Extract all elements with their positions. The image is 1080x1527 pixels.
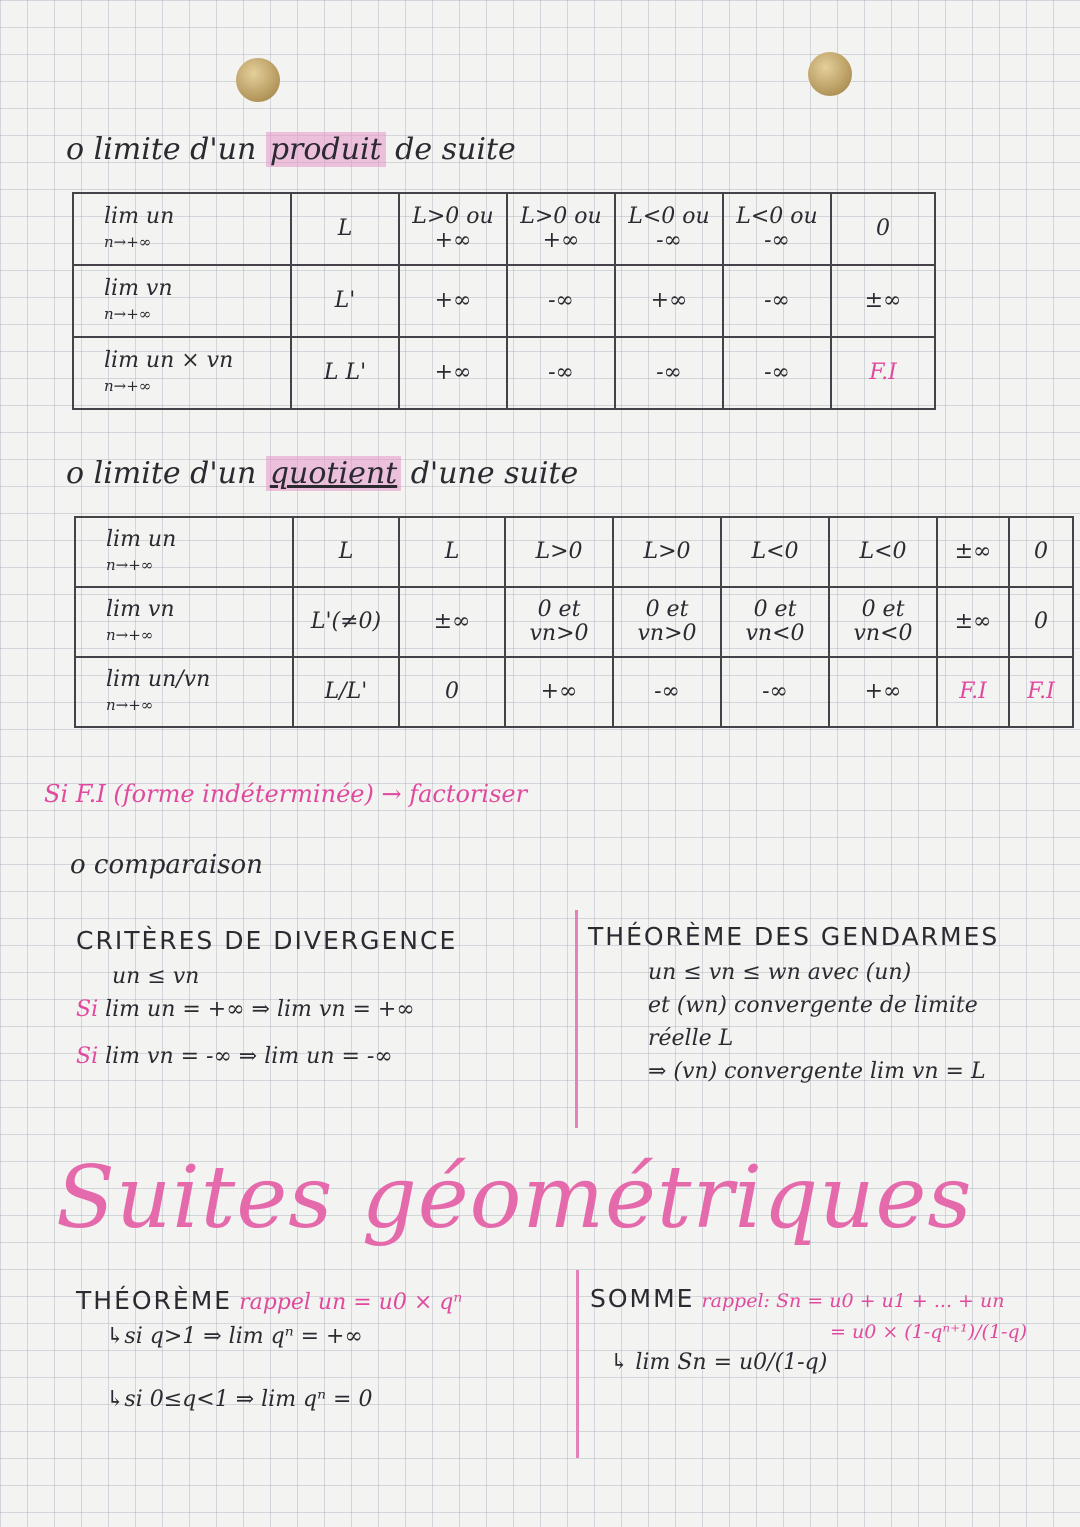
criteres-line1: un ≤ vn bbox=[112, 963, 200, 989]
row-header bbox=[75, 657, 293, 727]
table-cell: L' bbox=[291, 265, 399, 337]
table-cell: L L' bbox=[291, 337, 399, 409]
row-label: lim vn bbox=[104, 275, 173, 301]
row-label: lim un bbox=[106, 526, 177, 552]
highlight-quotient: quotient bbox=[266, 456, 401, 491]
geo-somme-line1: ↳ lim Sn = u0/(1-q) bbox=[610, 1350, 828, 1375]
row-label: lim un × vn bbox=[104, 347, 234, 373]
table-cell: -∞ bbox=[613, 657, 721, 727]
table-cell: -∞ bbox=[507, 337, 615, 409]
table-cell: L bbox=[293, 517, 399, 587]
table-cell: ±∞ bbox=[399, 587, 505, 657]
table-cell: L<0 ou -∞ bbox=[723, 193, 831, 265]
table-cell: L>0 bbox=[613, 517, 721, 587]
table-cell: 0 bbox=[399, 657, 505, 727]
table-cell: -∞ bbox=[723, 265, 831, 337]
table-cell: 0 bbox=[1009, 517, 1073, 587]
table-cell: 0 et vn<0 bbox=[721, 587, 829, 657]
table-cell: F.I bbox=[1009, 657, 1073, 727]
table-row bbox=[75, 657, 1073, 727]
divider-geo bbox=[576, 1270, 579, 1458]
gendarmes-line1: un ≤ vn ≤ wn avec (un) bbox=[648, 959, 912, 985]
table-row bbox=[75, 517, 1073, 587]
row-header bbox=[75, 587, 293, 657]
table-cell: +∞ bbox=[829, 657, 937, 727]
table-row bbox=[75, 587, 1073, 657]
row-subscript: n→+∞ bbox=[104, 377, 152, 395]
row-header bbox=[73, 193, 291, 265]
table-quotient bbox=[74, 516, 1074, 728]
row-subscript: n→+∞ bbox=[106, 696, 154, 714]
table-cell: ±∞ bbox=[831, 265, 935, 337]
table-cell: -∞ bbox=[615, 337, 723, 409]
divider-comparaison bbox=[575, 910, 578, 1128]
table-cell: L bbox=[291, 193, 399, 265]
table-cell: +∞ bbox=[615, 265, 723, 337]
table-row bbox=[73, 337, 935, 409]
table-cell: 0 bbox=[1009, 587, 1073, 657]
table-cell: -∞ bbox=[723, 337, 831, 409]
table-cell: 0 bbox=[831, 193, 935, 265]
geo-somme-heading: SOMME bbox=[590, 1284, 695, 1313]
criteres-heading: CRITÈRES DE DIVERGENCE bbox=[76, 926, 458, 955]
theoreme-gendarmes bbox=[588, 918, 1068, 1088]
binder-hole-left bbox=[236, 58, 280, 102]
table-cell: F.I bbox=[937, 657, 1009, 727]
table-cell: L<0 ou -∞ bbox=[615, 193, 723, 265]
gendarmes-line4: ⇒ (vn) convergente lim vn = L bbox=[648, 1058, 986, 1084]
table-cell: -∞ bbox=[721, 657, 829, 727]
table-cell: ±∞ bbox=[937, 587, 1009, 657]
si-label-2: Si bbox=[76, 1043, 99, 1069]
row-subscript: n→+∞ bbox=[104, 305, 152, 323]
geo-theoreme-heading: THÉORÈME bbox=[76, 1286, 233, 1315]
geo-rappel-left: rappel un = u0 × qⁿ bbox=[239, 1290, 463, 1315]
row-label: lim un bbox=[104, 203, 175, 229]
table-cell: 0 et vn>0 bbox=[505, 587, 613, 657]
geo-theoreme bbox=[76, 1282, 566, 1416]
table-cell: L>0 bbox=[505, 517, 613, 587]
row-header bbox=[73, 337, 291, 409]
row-subscript: n→+∞ bbox=[104, 233, 152, 251]
table-cell: L>0 ou +∞ bbox=[507, 193, 615, 265]
row-subscript: n→+∞ bbox=[106, 626, 154, 644]
table-cell: L'(≠0) bbox=[293, 587, 399, 657]
comparaison-title: o comparaison bbox=[70, 850, 263, 880]
row-subscript: n→+∞ bbox=[106, 556, 154, 574]
fi-note: Si F.I (forme indéterminée) → factoriser bbox=[44, 780, 528, 808]
geo-somme bbox=[590, 1280, 1070, 1379]
table-cell: L/L' bbox=[293, 657, 399, 727]
criteres-divergence bbox=[76, 922, 566, 1073]
table-produit bbox=[72, 192, 936, 410]
criteres-line2: lim un = +∞ ⇒ lim vn = +∞ bbox=[105, 996, 415, 1022]
gendarmes-line2: et (wn) convergente de limite bbox=[648, 992, 978, 1018]
geo-rappel-right: rappel: Sn = u0 + u1 + ... + un bbox=[701, 1290, 1005, 1312]
gendarmes-heading: THÉORÈME DES GENDARMES bbox=[588, 922, 1000, 951]
geo-title: Suites géométriques bbox=[56, 1148, 973, 1248]
row-header bbox=[75, 517, 293, 587]
table-cell: L>0 ou +∞ bbox=[399, 193, 507, 265]
table-cell: F.I bbox=[831, 337, 935, 409]
table-cell: ±∞ bbox=[937, 517, 1009, 587]
table-cell: +∞ bbox=[505, 657, 613, 727]
row-label: lim un/vn bbox=[106, 666, 211, 692]
table-cell: 0 et vn>0 bbox=[613, 587, 721, 657]
table-cell: L bbox=[399, 517, 505, 587]
criteres-line3: lim vn = -∞ ⇒ lim un = -∞ bbox=[105, 1043, 393, 1069]
binder-hole-right bbox=[808, 52, 852, 96]
geo-line1: ↳si q>1 ⇒ lim qⁿ = +∞ bbox=[106, 1323, 363, 1349]
gendarmes-line3: réelle L bbox=[648, 1025, 734, 1051]
row-label: lim vn bbox=[106, 596, 175, 622]
table-cell: -∞ bbox=[507, 265, 615, 337]
section-title-produit: o limite d'un produit de suite bbox=[66, 132, 516, 167]
geo-rappel-right-2: = u0 × (1-qⁿ⁺¹)/(1-q) bbox=[830, 1320, 1028, 1343]
table-row bbox=[73, 193, 935, 265]
geo-line2: ↳si 0≤q<1 ⇒ lim qⁿ = 0 bbox=[106, 1386, 373, 1412]
table-cell: 0 et vn<0 bbox=[829, 587, 937, 657]
table-cell: L<0 bbox=[829, 517, 937, 587]
table-cell: +∞ bbox=[399, 337, 507, 409]
section-title-quotient: o limite d'un quotient d'une suite bbox=[66, 456, 579, 491]
table-cell: L<0 bbox=[721, 517, 829, 587]
highlight-produit: produit bbox=[266, 132, 386, 167]
si-label-1: Si bbox=[76, 996, 99, 1022]
table-row bbox=[73, 265, 935, 337]
row-header bbox=[73, 265, 291, 337]
table-cell: +∞ bbox=[399, 265, 507, 337]
